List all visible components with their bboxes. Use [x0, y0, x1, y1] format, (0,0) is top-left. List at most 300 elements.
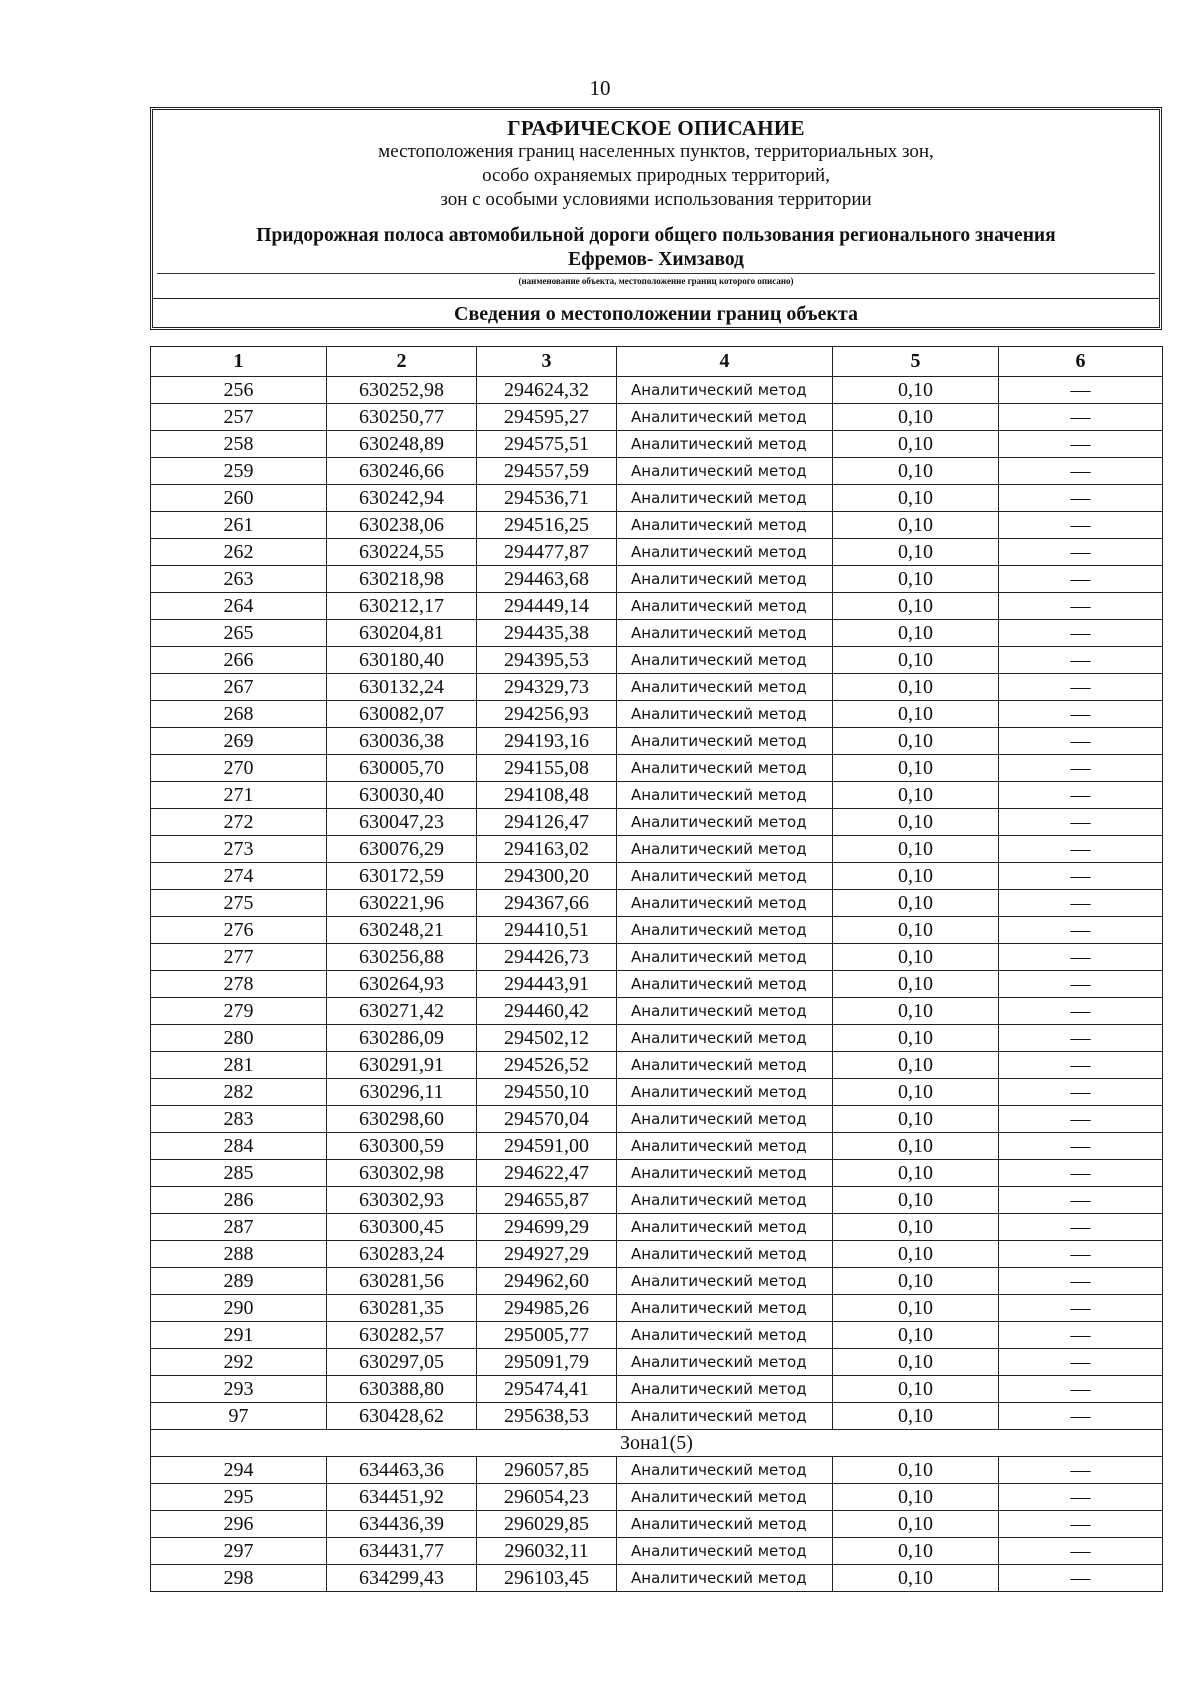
method-cell: Аналитический метод [617, 1241, 833, 1268]
point-number-cell: 276 [151, 917, 327, 944]
accuracy-cell: 0,10 [833, 674, 999, 701]
method-cell: Аналитический метод [617, 1133, 833, 1160]
description-cell: — [999, 647, 1163, 674]
description-cell: — [999, 863, 1163, 890]
point-number-cell: 273 [151, 836, 327, 863]
accuracy-cell: 0,10 [833, 890, 999, 917]
description-cell: — [999, 1133, 1163, 1160]
table-row [151, 917, 1163, 944]
table-row [151, 539, 1163, 566]
coord-x-cell: 630296,11 [327, 1079, 477, 1106]
method-cell: Аналитический метод [617, 971, 833, 998]
point-number-cell: 259 [151, 458, 327, 485]
description-cell: — [999, 701, 1163, 728]
accuracy-cell: 0,10 [833, 431, 999, 458]
accuracy-cell: 0,10 [833, 620, 999, 647]
accuracy-cell: 0,10 [833, 1457, 999, 1484]
description-cell: — [999, 539, 1163, 566]
coord-x-cell: 630204,81 [327, 620, 477, 647]
coord-y-cell: 296032,11 [477, 1538, 617, 1565]
coord-y-cell: 294624,32 [477, 377, 617, 404]
table-row [151, 782, 1163, 809]
accuracy-cell: 0,10 [833, 863, 999, 890]
description-cell: — [999, 1349, 1163, 1376]
accuracy-cell: 0,10 [833, 1268, 999, 1295]
description-cell: — [999, 944, 1163, 971]
coord-x-cell: 630221,96 [327, 890, 477, 917]
point-number-cell: 280 [151, 1025, 327, 1052]
method-cell: Аналитический метод [617, 863, 833, 890]
method-cell: Аналитический метод [617, 1349, 833, 1376]
table-row [151, 458, 1163, 485]
accuracy-cell: 0,10 [833, 1025, 999, 1052]
coord-y-cell: 294300,20 [477, 863, 617, 890]
point-number-cell: 268 [151, 701, 327, 728]
table-row [151, 485, 1163, 512]
method-cell: Аналитический метод [617, 377, 833, 404]
description-cell: — [999, 1538, 1163, 1565]
method-cell: Аналитический метод [617, 836, 833, 863]
coord-x-cell: 630300,45 [327, 1214, 477, 1241]
description-cell: — [999, 1079, 1163, 1106]
point-number-cell: 285 [151, 1160, 327, 1187]
point-number-cell: 278 [151, 971, 327, 998]
description-cell: — [999, 1295, 1163, 1322]
point-number-cell: 267 [151, 674, 327, 701]
coord-y-cell: 294329,73 [477, 674, 617, 701]
description-cell: — [999, 1052, 1163, 1079]
table-header-row [151, 347, 1163, 377]
method-cell: Аналитический метод [617, 620, 833, 647]
accuracy-cell: 0,10 [833, 1214, 999, 1241]
coord-y-cell: 294655,87 [477, 1187, 617, 1214]
table-row [151, 1511, 1163, 1538]
coord-x-cell: 630302,98 [327, 1160, 477, 1187]
table-row [151, 1160, 1163, 1187]
accuracy-cell: 0,10 [833, 1052, 999, 1079]
point-number-cell: 269 [151, 728, 327, 755]
coord-x-cell: 630302,93 [327, 1187, 477, 1214]
table-row [151, 971, 1163, 998]
coord-x-cell: 634436,39 [327, 1511, 477, 1538]
zone-row [151, 1430, 1163, 1457]
description-cell: — [999, 728, 1163, 755]
method-cell: Аналитический метод [617, 1025, 833, 1052]
accuracy-cell: 0,10 [833, 1133, 999, 1160]
accuracy-cell: 0,10 [833, 809, 999, 836]
coord-x-cell: 630076,29 [327, 836, 477, 863]
table-row [151, 1295, 1163, 1322]
coord-y-cell: 294557,59 [477, 458, 617, 485]
coord-x-cell: 630030,40 [327, 782, 477, 809]
coord-x-cell: 630250,77 [327, 404, 477, 431]
description-cell: — [999, 1025, 1163, 1052]
accuracy-cell: 0,10 [833, 593, 999, 620]
coord-x-cell: 630300,59 [327, 1133, 477, 1160]
table-row [151, 593, 1163, 620]
coord-y-cell: 295474,41 [477, 1376, 617, 1403]
accuracy-cell: 0,10 [833, 1484, 999, 1511]
coord-x-cell: 634463,36 [327, 1457, 477, 1484]
description-cell: — [999, 566, 1163, 593]
point-number-cell: 260 [151, 485, 327, 512]
coord-x-cell: 630036,38 [327, 728, 477, 755]
coord-y-cell: 294591,00 [477, 1133, 617, 1160]
table-row [151, 1268, 1163, 1295]
point-number-cell: 272 [151, 809, 327, 836]
coord-y-cell: 294595,27 [477, 404, 617, 431]
method-cell: Аналитический метод [617, 809, 833, 836]
coord-x-cell: 630297,05 [327, 1349, 477, 1376]
coord-x-cell: 630180,40 [327, 647, 477, 674]
coord-x-cell: 630252,98 [327, 377, 477, 404]
description-cell: — [999, 1268, 1163, 1295]
coord-x-cell: 630246,66 [327, 458, 477, 485]
method-cell: Аналитический метод [617, 1052, 833, 1079]
accuracy-cell: 0,10 [833, 728, 999, 755]
method-cell: Аналитический метод [617, 728, 833, 755]
table-row [151, 809, 1163, 836]
coord-x-cell: 630298,60 [327, 1106, 477, 1133]
method-cell: Аналитический метод [617, 539, 833, 566]
coord-y-cell: 294126,47 [477, 809, 617, 836]
accuracy-cell: 0,10 [833, 1322, 999, 1349]
coord-y-cell: 296057,85 [477, 1457, 617, 1484]
description-cell: — [999, 1457, 1163, 1484]
coord-x-cell: 630291,91 [327, 1052, 477, 1079]
coord-y-cell: 295091,79 [477, 1349, 617, 1376]
description-cell: — [999, 1160, 1163, 1187]
column-header: 3 [477, 347, 617, 377]
subtitle-line-1: местоположения границ населенных пунктов, территориальных зон, [378, 141, 934, 162]
coord-y-cell: 294163,02 [477, 836, 617, 863]
method-cell: Аналитический метод [617, 1160, 833, 1187]
object-name-line-1: Придорожная полоса автомобильной дороги общего пользования регионального значения [256, 225, 1056, 246]
description-cell: — [999, 404, 1163, 431]
coord-x-cell: 630047,23 [327, 809, 477, 836]
point-number-cell: 294 [151, 1457, 327, 1484]
accuracy-cell: 0,10 [833, 1376, 999, 1403]
method-cell: Аналитический метод [617, 917, 833, 944]
accuracy-cell: 0,10 [833, 647, 999, 674]
coord-y-cell: 294426,73 [477, 944, 617, 971]
method-cell: Аналитический метод [617, 755, 833, 782]
description-cell: — [999, 620, 1163, 647]
coord-x-cell: 630248,21 [327, 917, 477, 944]
accuracy-cell: 0,10 [833, 1403, 999, 1430]
accuracy-cell: 0,10 [833, 1187, 999, 1214]
description-cell: — [999, 1403, 1163, 1430]
point-number-cell: 296 [151, 1511, 327, 1538]
method-cell: Аналитический метод [617, 431, 833, 458]
description-cell: — [999, 377, 1163, 404]
description-cell: — [999, 1241, 1163, 1268]
point-number-cell: 265 [151, 620, 327, 647]
table-row [151, 1565, 1163, 1592]
coord-x-cell: 630132,24 [327, 674, 477, 701]
accuracy-cell: 0,10 [833, 539, 999, 566]
coord-x-cell: 630283,24 [327, 1241, 477, 1268]
method-cell: Аналитический метод [617, 1187, 833, 1214]
description-cell: — [999, 917, 1163, 944]
description-cell: — [999, 971, 1163, 998]
table-row [151, 1025, 1163, 1052]
description-cell: — [999, 836, 1163, 863]
table-row [151, 890, 1163, 917]
coord-y-cell: 294699,29 [477, 1214, 617, 1241]
point-number-cell: 292 [151, 1349, 327, 1376]
accuracy-cell: 0,10 [833, 1106, 999, 1133]
table-body-group-1 [151, 377, 1163, 1430]
method-cell: Аналитический метод [617, 1565, 833, 1592]
coord-x-cell: 630388,80 [327, 1376, 477, 1403]
table-row [151, 728, 1163, 755]
method-cell: Аналитический метод [617, 1079, 833, 1106]
description-cell: — [999, 782, 1163, 809]
point-number-cell: 262 [151, 539, 327, 566]
accuracy-cell: 0,10 [833, 971, 999, 998]
coord-y-cell: 294526,52 [477, 1052, 617, 1079]
table-row [151, 1457, 1163, 1484]
method-cell: Аналитический метод [617, 674, 833, 701]
method-cell: Аналитический метод [617, 566, 833, 593]
accuracy-cell: 0,10 [833, 458, 999, 485]
coord-y-cell: 294536,71 [477, 485, 617, 512]
coord-y-cell: 294502,12 [477, 1025, 617, 1052]
point-number-cell: 281 [151, 1052, 327, 1079]
method-cell: Аналитический метод [617, 1376, 833, 1403]
point-number-cell: 288 [151, 1241, 327, 1268]
point-number-cell: 271 [151, 782, 327, 809]
table-row [151, 1241, 1163, 1268]
description-cell: — [999, 674, 1163, 701]
column-header: 6 [999, 347, 1163, 377]
column-header: 4 [617, 347, 833, 377]
point-number-cell: 283 [151, 1106, 327, 1133]
coord-y-cell: 294449,14 [477, 593, 617, 620]
document-title: ГРАФИЧЕСКОЕ ОПИСАНИЕ [507, 116, 805, 140]
document-header [153, 110, 1159, 288]
column-header: 5 [833, 347, 999, 377]
boundary-coordinates-table [150, 346, 1163, 1592]
accuracy-cell: 0,10 [833, 836, 999, 863]
method-cell: Аналитический метод [617, 701, 833, 728]
coord-y-cell: 294193,16 [477, 728, 617, 755]
table-row [151, 404, 1163, 431]
table-row [151, 1484, 1163, 1511]
table-row [151, 944, 1163, 971]
coord-y-cell: 294395,53 [477, 647, 617, 674]
point-number-cell: 290 [151, 1295, 327, 1322]
coord-x-cell: 630238,06 [327, 512, 477, 539]
method-cell: Аналитический метод [617, 458, 833, 485]
table-row [151, 1133, 1163, 1160]
table-row [151, 674, 1163, 701]
point-number-cell: 297 [151, 1538, 327, 1565]
accuracy-cell: 0,10 [833, 917, 999, 944]
coord-y-cell: 296054,23 [477, 1484, 617, 1511]
point-number-cell: 270 [151, 755, 327, 782]
method-cell: Аналитический метод [617, 890, 833, 917]
coord-y-cell: 294155,08 [477, 755, 617, 782]
accuracy-cell: 0,10 [833, 377, 999, 404]
coord-y-cell: 294463,68 [477, 566, 617, 593]
method-cell: Аналитический метод [617, 1484, 833, 1511]
point-number-cell: 274 [151, 863, 327, 890]
method-cell: Аналитический метод [617, 1511, 833, 1538]
coord-y-cell: 294550,10 [477, 1079, 617, 1106]
method-cell: Аналитический метод [617, 1403, 833, 1430]
accuracy-cell: 0,10 [833, 1079, 999, 1106]
coord-x-cell: 630256,88 [327, 944, 477, 971]
coord-y-cell: 294435,38 [477, 620, 617, 647]
table-row [151, 1403, 1163, 1430]
accuracy-cell: 0,10 [833, 1241, 999, 1268]
point-number-cell: 279 [151, 998, 327, 1025]
accuracy-cell: 0,10 [833, 1511, 999, 1538]
page-number: 10 [589, 76, 611, 100]
point-number-cell: 284 [151, 1133, 327, 1160]
table-row [151, 512, 1163, 539]
column-header: 1 [151, 347, 327, 377]
coord-x-cell: 634431,77 [327, 1538, 477, 1565]
coord-y-cell: 294443,91 [477, 971, 617, 998]
table-row [151, 1538, 1163, 1565]
point-number-cell: 295 [151, 1484, 327, 1511]
coord-x-cell: 630212,17 [327, 593, 477, 620]
coord-x-cell: 630224,55 [327, 539, 477, 566]
table-row [151, 1052, 1163, 1079]
table-row [151, 1079, 1163, 1106]
table-row [151, 1214, 1163, 1241]
method-cell: Аналитический метод [617, 1106, 833, 1133]
description-cell: — [999, 485, 1163, 512]
table-row [151, 836, 1163, 863]
table-row [151, 566, 1163, 593]
method-cell: Аналитический метод [617, 1268, 833, 1295]
description-cell: — [999, 755, 1163, 782]
accuracy-cell: 0,10 [833, 566, 999, 593]
method-cell: Аналитический метод [617, 1295, 833, 1322]
coord-y-cell: 294516,25 [477, 512, 617, 539]
subtitle-line-3: зон с особыми условиями использования территории [440, 189, 872, 210]
coord-y-cell: 294367,66 [477, 890, 617, 917]
accuracy-cell: 0,10 [833, 1160, 999, 1187]
point-number-cell: 275 [151, 890, 327, 917]
point-number-cell: 298 [151, 1565, 327, 1592]
section-title: Сведения о местоположении границ объекта [153, 298, 1159, 327]
table-row [151, 1106, 1163, 1133]
table-row [151, 701, 1163, 728]
table-row [151, 377, 1163, 404]
column-header: 2 [327, 347, 477, 377]
method-cell: Аналитический метод [617, 404, 833, 431]
description-cell: — [999, 1106, 1163, 1133]
coord-x-cell: 630172,59 [327, 863, 477, 890]
description-cell: — [999, 1322, 1163, 1349]
description-cell: — [999, 890, 1163, 917]
table-row [151, 1349, 1163, 1376]
coord-x-cell: 630428,62 [327, 1403, 477, 1430]
description-cell: — [999, 431, 1163, 458]
description-cell: — [999, 458, 1163, 485]
coord-y-cell: 294622,47 [477, 1160, 617, 1187]
coord-x-cell: 630218,98 [327, 566, 477, 593]
description-cell: — [999, 1187, 1163, 1214]
method-cell: Аналитический метод [617, 1322, 833, 1349]
table-body-group-2 [151, 1457, 1163, 1592]
coord-y-cell: 294108,48 [477, 782, 617, 809]
method-cell: Аналитический метод [617, 944, 833, 971]
coord-y-cell: 294570,04 [477, 1106, 617, 1133]
point-number-cell: 289 [151, 1268, 327, 1295]
description-cell: — [999, 1376, 1163, 1403]
coord-x-cell: 630005,70 [327, 755, 477, 782]
description-cell: — [999, 809, 1163, 836]
point-number-cell: 286 [151, 1187, 327, 1214]
coord-x-cell: 634299,43 [327, 1565, 477, 1592]
method-cell: Аналитический метод [617, 1214, 833, 1241]
coord-x-cell: 630282,57 [327, 1322, 477, 1349]
coord-x-cell: 630264,93 [327, 971, 477, 998]
method-cell: Аналитический метод [617, 1538, 833, 1565]
coord-y-cell: 296029,85 [477, 1511, 617, 1538]
coord-x-cell: 630271,42 [327, 998, 477, 1025]
table-row [151, 755, 1163, 782]
table-row [151, 863, 1163, 890]
point-number-cell: 277 [151, 944, 327, 971]
coord-y-cell: 295638,53 [477, 1403, 617, 1430]
accuracy-cell: 0,10 [833, 1349, 999, 1376]
table-row [151, 431, 1163, 458]
point-number-cell: 97 [151, 1403, 327, 1430]
accuracy-cell: 0,10 [833, 755, 999, 782]
coord-y-cell: 294256,93 [477, 701, 617, 728]
description-cell: — [999, 593, 1163, 620]
point-number-cell: 258 [151, 431, 327, 458]
header-frame [150, 107, 1162, 330]
zone-label: Зона1(5) [151, 1430, 1163, 1457]
point-number-cell: 282 [151, 1079, 327, 1106]
point-number-cell: 266 [151, 647, 327, 674]
coord-y-cell: 294962,60 [477, 1268, 617, 1295]
coord-x-cell: 630281,35 [327, 1295, 477, 1322]
coord-x-cell: 630082,07 [327, 701, 477, 728]
point-number-cell: 257 [151, 404, 327, 431]
coord-y-cell: 294927,29 [477, 1241, 617, 1268]
accuracy-cell: 0,10 [833, 1295, 999, 1322]
table-row [151, 620, 1163, 647]
point-number-cell: 291 [151, 1322, 327, 1349]
table-row [151, 1322, 1163, 1349]
description-cell: — [999, 1484, 1163, 1511]
point-number-cell: 293 [151, 1376, 327, 1403]
accuracy-cell: 0,10 [833, 944, 999, 971]
object-name-note: (наименование объекта, местоположение границ которого описано) [518, 276, 794, 286]
accuracy-cell: 0,10 [833, 782, 999, 809]
description-cell: — [999, 998, 1163, 1025]
description-cell: — [999, 1565, 1163, 1592]
coord-y-cell: 296103,45 [477, 1565, 617, 1592]
subtitle-line-2: особо охраняемых природных территорий, [482, 165, 830, 186]
point-number-cell: 287 [151, 1214, 327, 1241]
method-cell: Аналитический метод [617, 782, 833, 809]
description-cell: — [999, 1214, 1163, 1241]
coord-x-cell: 630242,94 [327, 485, 477, 512]
method-cell: Аналитический метод [617, 1457, 833, 1484]
accuracy-cell: 0,10 [833, 1565, 999, 1592]
method-cell: Аналитический метод [617, 593, 833, 620]
